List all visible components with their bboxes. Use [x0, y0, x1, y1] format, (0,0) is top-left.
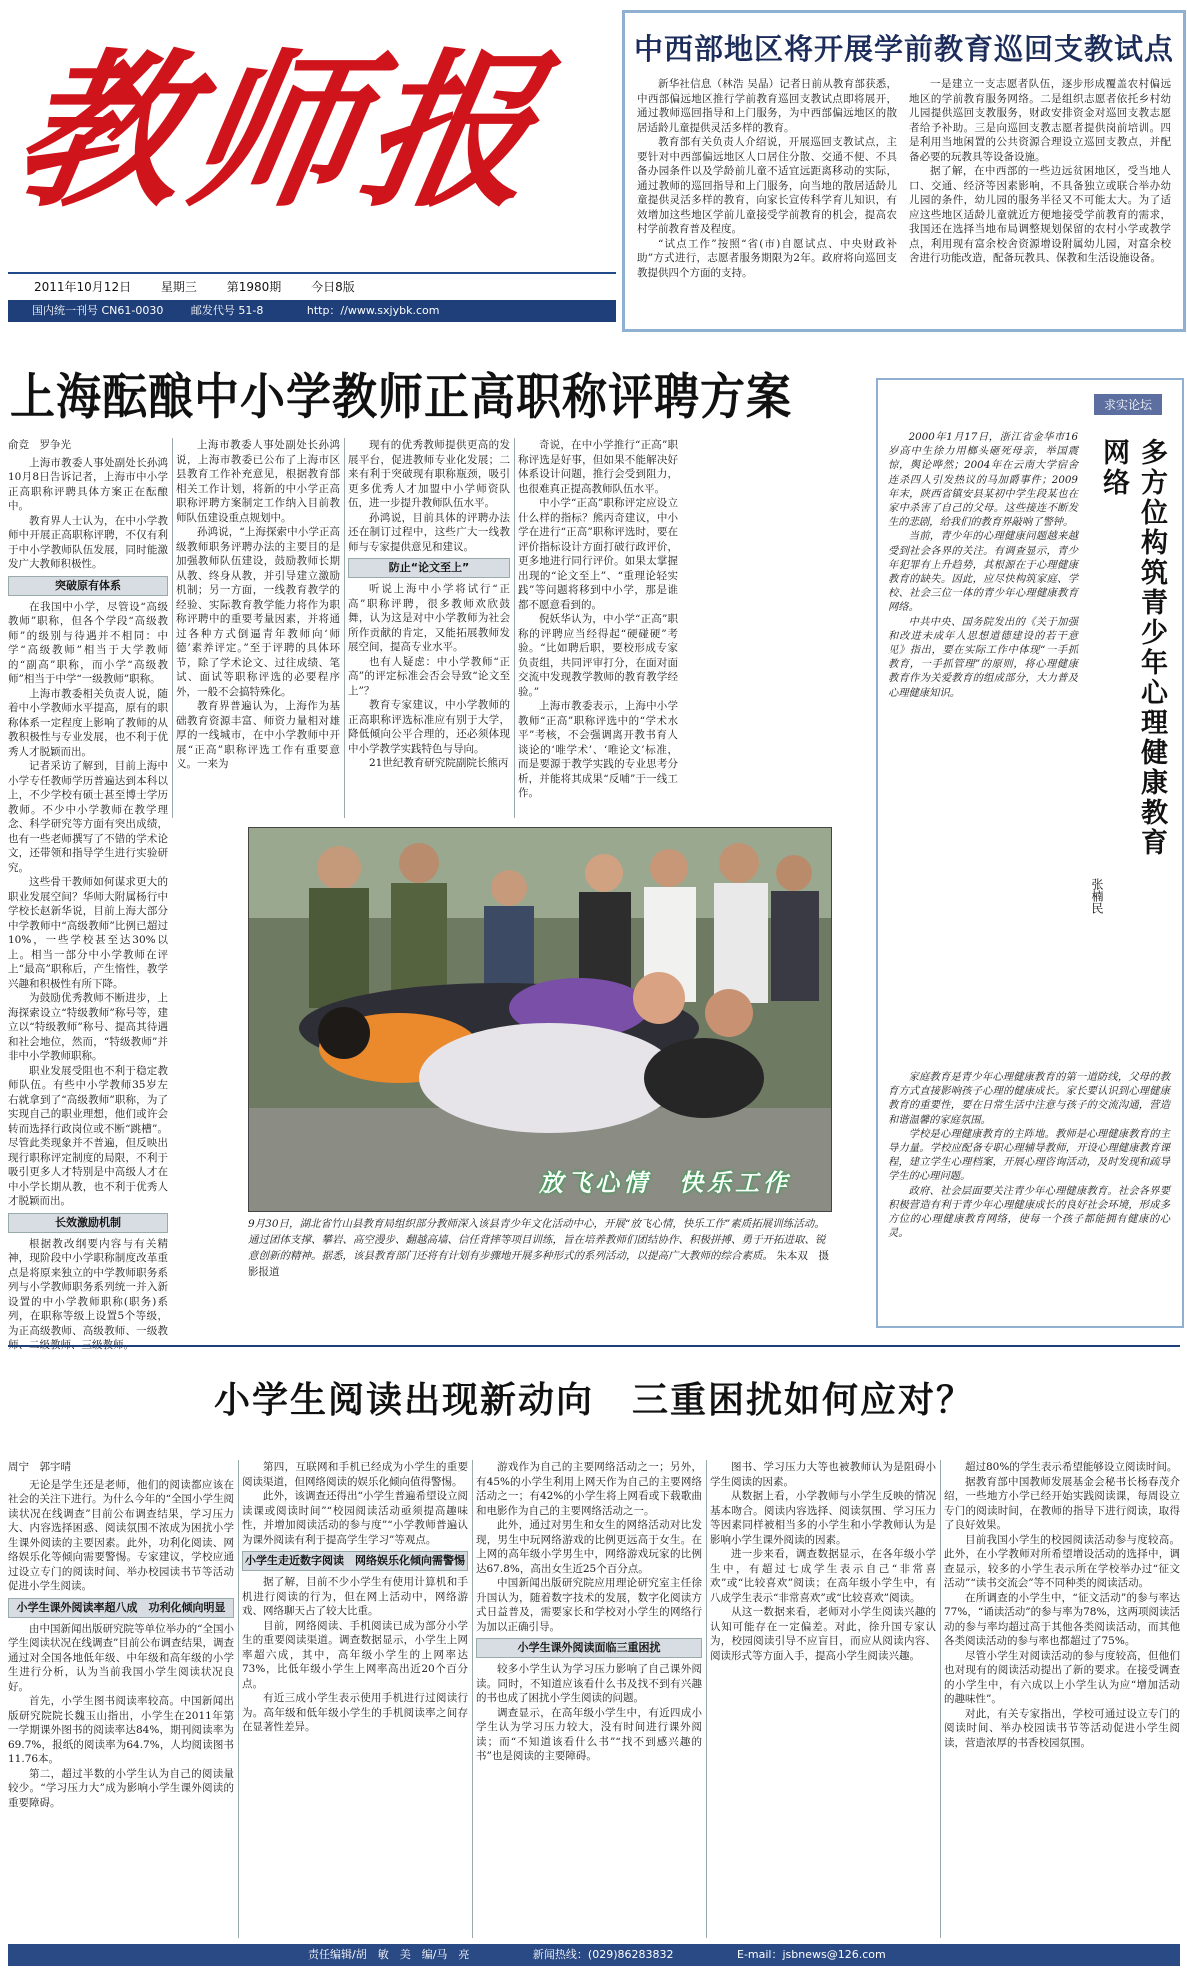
commentary-text-bottom: 家庭教育是青少年心理健康教育的第一道防线，父母的教育方式直接影响孩子心理的健康成长。家长要认识到心理健康教育的重要性，要在日常生活中注意与孩子的交流沟通，营造和谐温馨的家庭氛围。 学校是心理健康教育的主阵地。教师是心理健康教育的主导力量。学校应配备专职心理辅导教师，开设心理健康教育课程，建立学生心理档案，开展心理咨询活动，及时发现和疏导学生的心理问题。 政府、社会层面要关注青少年心理健康教育。社会各界要积极营造有利于青少年心理健康成长的良好社会环境，形成多方位的心理健康教育网络，使每一个孩子都能拥有健康的心灵。 [888, 1071, 1170, 1240]
second-story-col3: 游戏作为自己的主要网络活动之一；另外，有45%的小学生利用上网天作为自己的主要网络活动之一；有42%的小学生将上网看或下载歌曲和电影作为自己的主要网络活动之一。 此外，通过对男生和女生的网络活动对比发现，男生中玩网络游戏的比例更远高于女生。在上网的高年级小学男生中，网络游戏玩家的比例达67.8%，高出女生近25个百分点。 中国新闻出版研究院应用理论研究室主任徐升国认为，随着数字技术的发展，数字化阅读方式日益普及，需要家长和学校对小学生的网络行为加以正确引导。 小学生课外阅读面临三重困扰 较多小学生认为学习压力影响了自己课外阅读。同时，不知道应该看什么书及找不到有兴趣的书也成了困扰小学生阅读的问题。 调查显示，在高年级小学生中，有近四成小学生认为学习压力较大，没有时间进行课外阅读；而“不知道该看什么书”“找不到感兴趣的书”也是阅读的主要障碍。 [476, 1461, 702, 1762]
cn-number: 国内统一刊号 CN61-0030 [32, 304, 164, 317]
issue-date: 2011年10月12日 [34, 280, 132, 294]
masthead-logo [0, 6, 608, 276]
caption-text: 9月30日，湖北省竹山县教育局组织部分教师深入该县青少年文化活动中心，开展“放飞心情，快乐工作”素质拓展训练活动。通过团体支撑、攀岩、高空漫步、翻越高墙、信任背摔等项目训练，旨在培养教师们团结协作、积极拼搏、勇于开拓进取、锐意创新的精神。据悉，该县教育部门还将有计划有步骤地开展多种形式的系列活动，以提高广大教师的综合素质。 [248, 1218, 826, 1262]
commentary-sidebar [876, 378, 1184, 1328]
footer-email[interactable]: E-mail：jsbnews@126.com [737, 1948, 886, 1961]
footer-editors: 责任编辑/胡 敏 美 编/马 亮 [308, 1948, 470, 1961]
top-story-col1: 新华社信息（林浩 吴晶）记者日前从教育部获悉，中西部偏远地区推行学前教育巡回支教试点即将展开，通过教师巡回指导和上门服务，为中西部偏远地区的散居适龄儿童提供灵活多样的教育。 教育部有关负责人介绍说，开展巡回支教试点，主要针对中西部偏远地区人口居住分散、交通不便、不具备办园条件以及学龄前儿童不适宜远距离移动的实际，通过教师的巡回指导和上门服务，向当地的散居适龄儿童提供灵活多样的教育，向家长宣传科学育儿知识，有效增加这些地区学前儿童接受学前教育的机会，提高农村学前教育普及程度。 “试点工作”按照“省(市)自愿试点、中央财政补助”方式进行，志愿者服务期限为2年。政府将向巡回支教提供四个方面的支持。 [637, 78, 897, 279]
second-byline: 周宁 郭宇晴 [8, 1461, 71, 1473]
lead-story-col2: 上海市教委人事处副处长孙鸿说，上海市教委已公布了上海市区县教育工作补充意见，根据教育部相关工作计划，将新的中小学正高职称评聘方案制定工作纳入目前教师队伍建设重点规划中。 孙鸿说，“上海探索中小学正高级教师职务评聘办法的主要目的是加强教师队伍建设，鼓励教师长期从教、终身从教，并引导建立激励机制；另一方面，一线教育教学的经验、实际教育教学能力将作为职称评聘中的重要考量因素，并将通过各种方式倒逼青年教师向‘师德’素养评定。”至于评聘的具体环节，除了学术论文、过往成绩、笔试、面试等职称评选的必要程序外，一般不会搞特殊化。 教育界普遍认为，上海作为基础教育资源丰富、师资力量相对雄厚的一线城市，在中小学教师中开展“正高”职称评选工作有重要意义。一来为 [176, 439, 340, 770]
top-story-col2: 一是建立一支志愿者队伍，逐步形成覆盖农村偏远地区的学前教育服务网络。二是组织志愿者依托乡村幼儿园提供巡回支教服务，财政安排资金对巡回支教志愿者给予补助。三是向巡回支教志愿者提供岗前培训。四是利用当地闲置的公共资源合理设立巡回支教点，并配备必要的玩教具等设备设施。 据了解，在中西部的一些边远贫困地区，受当地人口、交通、经济等因素影响，不具备独立或联合举办幼儿园的条件，幼儿园的服务半径又不可能太大。为了适应这些地区适龄儿童就近方便地接受学前教育的需求，我国还在选择当地布局调整规划保留的农村小学或教学点，利用现有富余校舍资源增设附属幼儿园，对富余校舍进行功能改造，配备玩教具、保教和生活设施设备。 [909, 78, 1171, 264]
lead-story-col3: 现有的优秀教师提供更高的发展平台，促进教师专业化发展；二来有利于突破现有职称瓶颈，吸引更多优秀人才加盟中小学师资队伍，进一步提升教师队伍水平。 孙鸿说，目前具体的评聘办法还在制订过程中，这些广大一线教师与专家提供意见和建议。 防止“论文至上” 听说上海中小学将试行“正高”职称评聘，很多教师欢欣鼓舞，认为这是对中小学教师为社会所作贡献的肯定，又能拓展教师发展空间，提高专业水平。 也有人疑虑：中小学教师“正高”的评定标准会否会导致“论文至上”？ 教育专家建议，中小学教师的正高职称评选标准应有别于大学，降低倾向公平合理的，还必须体现中小学教学实践特色与导向。 21世纪教育研究院副院长熊丙 [348, 439, 510, 769]
photo-illustration [249, 828, 831, 1211]
photo-caption [248, 1216, 830, 1280]
issue-info-row [8, 272, 616, 301]
lead-subhead-3: 防止“论文至上” [348, 558, 510, 578]
issue-weekday: 星期三 [160, 280, 197, 294]
lead-story-col1: 俞竞 罗争光 上海市教委人事处副处长孙鸿10月8日告诉记者，上海市中小学正高职称评聘具体方案正在酝酿中。 教育界人士认为，在中小学教师中开展正高职称评聘，不仅有利于中小学教师队伍发展，同时能激发广大教师积极性。 突破原有体系 在我国中小学，尽管设“高级教师”职称，但各个学段“高级教师”的级别与待遇并不相同：中学“高级教师”相当于大学教师的“副高”职称，而小学“高级教师”相当于中学“一级教师”职称。 上海市教委相关负责人说，随着中小学教师水平提高，原有的职称体系一定程度上影响了教师的从教积极性与专业发展，也不利于优秀人才脱颖而出。 记者采访了解到，目前上海中小学专任教师学历普遍达到本科以上，不少学校有硕士甚至博士学历教师。不少中小学教师在教学理念、科学研究等方面有突出成绩，也有一些老师撰写了不错的学术论文，还带领和指导学生进行实验研究。 这些骨干教师如何谋求更大的职业发展空间？华师大附属杨行中学校长赵新华说，目前上海大部分中学教师中“高级教师”比例已超过10%，一些学校甚至达30%以上。相当一部分中小学教师在评上“最高”职称后，产生惰性，教学兴趣和积极性有所下降。 为鼓励优秀教师不断进步，上海探索设立“特级教师”称号等，建立以“特级教师”称号、提高其待遇和社会地位，然而，“特级教师”并非中小学教师职称。 职业发展受阻也不利于稳定教师队伍。有些中小学教师35岁左右就拿到了“高级教师”职称，为了实现自己的职业理想，他们或许会转而选择行政岗位或不断“跳槽”。尽管此类现象并不普遍，但反映出现行职称评定制度的局限，不利于吸引更多人才特别是中高级人才在中小学长期从教，也不利于优秀人才脱颖而出。 长效激励机制 根据教改纲要内容与有关精神，现阶段中小学职称制度改革重点是将原来独立的中学教师职务系列与小学教师职务系列统一并入新设置的中小学教师职称(职务)系列，在职称等级上设置5个等级，为正高级教师、高级教师、一级教 [8, 439, 168, 1337]
commentary-text: 2000年1月17日，浙江省金华市16岁高中生徐力用榔头砸死母亲，举国震惊，舆论哗然；2004年在云南大学宿舍连杀四人引发热议的马加爵事件；2009年末，陕西省镇安县某初中学生段某也在家中杀害了自己的父母。这些接连不断发生的悲剧，给我们的教育界敲响了警钟。 当前，青少年的心理健康问题越来越受到社会各界的关注。有调查显示，青少年犯罪有上升趋势，其根源在于心理健康教育的缺失。因此，应尽快构筑家庭、学校、社会三位一体的青少年心理健康教育网络。 中共中央、国务院发出的《关于加强和改进未成年人思想道德建设的若干意见》指出，要在实际工作中体现“一手抓教育，一手抓管理”的原则，将心理健康教育作为关爱教育的组成部分，大力普及心理健康知识。 [888, 431, 1078, 699]
second-story-title: 小学生阅读出现新动向 三重困扰如何应对？ [213, 1380, 974, 1421]
photo-credit: 朱本双 摄影报道 [248, 1250, 829, 1278]
second-subhead-3: 小学生课外阅读面临三重困扰 [476, 1638, 702, 1658]
commentary-title: 多方位构筑青少年心理健康教育网络 [1098, 438, 1167, 858]
photo-slogan: 放飞心情 快乐工作 [539, 1168, 791, 1197]
second-subhead-1: 小学生课外阅读率超八成 功利化倾向明显 [8, 1598, 234, 1618]
column-rule [514, 438, 515, 818]
second-story-col4: 图书、学习压力大等也被教师认为是阻碍小学生阅读的因素。 从数据上看，小学教师与小学生反映的情况基本吻合。阅读内容选择、阅读氛围、学习压力等因素同样被相当多的小学生和小学教师认为是影响小学生课外阅读的因素。 进一步来看，调查数据显示，在各年级小学生中，有超过七成学生表示自己“非常喜欢”或“比较喜欢”阅读；在高年级小学生中，有八成学生表示“非常喜欢”或“比较喜欢”阅读。 从这一数据来看，老师对小学生阅读兴趣的认知可能存在一定偏差。对此，徐升国专家认为，校园阅读引导不应盲目，而应从阅读内容、阅读形式等方面入手，提高小学生阅读兴趣。 [710, 1461, 936, 1662]
column-rule [706, 1460, 707, 1938]
publication-info-row [8, 300, 616, 322]
issue-number: 第1980期 [226, 280, 282, 294]
second-story-col2: 第四，互联网和手机已经成为小学生的重要阅读渠道，但网络阅读的娱乐化倾向值得警惕。 此外，该调查还得出“小学生普遍希望设立阅读课或阅读时间”“校园阅读活动亟须提高趣味性，并增加阅读活动的参与度”“小学教师普遍认为课外阅读有利于提高学生学习”等观点。 小学生走近数字阅读 网络娱乐化倾向需警惕 据了解，目前不少小学生有使用计算机和手机进行阅读的行为，但在网上活动中，网络游戏、网络聊天占了较大比重。 目前，网络阅读、手机阅读已成为部分小学生的重要阅读渠道。调查数据显示，小学生上网率超六成，其中，高年级小学生的上网率达73%，比低年级小学生上网率高出近20个百分点。 有近三成小学生表示使用手机进行过阅读行为。高年级和低年级小学生的手机阅读率之间存在显著性差异。 [242, 1461, 468, 1733]
second-story-col1: 周宁 郭宇晴 无论是学生还是老师，他们的阅读都应该在社会的关注下进行。为什么今年的“全国小学生阅读状况在线调查”目前公布调查结果，学习压力大、内容选择困惑、阅读氛围不浓成为困扰小学生课外阅读的主要因素。此外，功利化阅读、网络娱乐化等倾向需要警惕。专家建议，学校应通过设立专门的阅读时间、举办校园读书节等活动促进小学生阅读。 小学生课外阅读率超八成 功利化倾向明显 由中国新闻出版研究院等单位举办的“全国小学生阅读状况在线调查”目前公布调查结果，调查通过对全国各地低年级、中年级和高年级的小学生进行分析，认为当前我国小学生阅读状况良好。 首先，小学生图书阅读率较高。中国新闻出版研究院院长魏玉山指出，小学生在2011年第一学期课外图书的阅读率达84%，期刊阅读率为69.7%，报纸的阅读率为64.7%，人均阅读图书11.76本。 第二，超过半数的小学生认为自己的阅读量较少。“学习压力大”成为影响小学生课外阅读的重要障碍。 [8, 1461, 234, 1809]
lead-story-col4: 奇说，在中小学推行“正高”职称评选是好事，但如果不能解决好体系设计问题，推行会受到阻力，也很难真正提高教师队伍水平。 中小学“正高”职称评定应设立什么样的指标？熊丙奇建议，中小学在进行“正高”职称评选时，要在评价指标设计方面打破行政评价，更多地进行同行评价。如果太掌握出现的“论文至上”、“重理论轻实践”等问题将移到中小学，那是谁都不愿意看到的。 倪妖华认为，中小学“正高”职称的评聘应当经得起“硬碰硬”考验。“比如聘后职，要校形成专家负责组，共同评审打分，在面对面交流中发现教学教师的教育教学经验。” 上海市教委表示，上海中小学教师“正高”职称评选中的“学术水平”考核，不会强调离开教书育人谈论的‘唯学术’、‘唯论文’标准，而是要源于教学实践的专业思考分析，并能将其成果“反哺”于一线工作。 [518, 439, 678, 799]
commentary-author: 张楠民 [1090, 878, 1104, 914]
column-tag: 求实论坛 [1094, 394, 1162, 415]
news-photo [248, 827, 832, 1212]
page-footer [8, 1944, 1180, 1966]
logo-text: 教师报 [0, 32, 558, 230]
post-code: 邮发代号 51-8 [190, 304, 264, 317]
lead-subhead-1: 突破原有体系 [8, 576, 168, 596]
top-story-title: 中西部地区将开展学前教育巡回支教试点 [633, 32, 1174, 66]
lead-subhead-2: 长效激励机制 [8, 1213, 168, 1233]
masthead-info [8, 272, 616, 326]
column-rule [344, 438, 345, 818]
column-rule [238, 1460, 239, 1938]
section-divider [8, 1345, 1180, 1347]
column-rule [172, 438, 173, 818]
lead-story-title: 上海酝酿中小学教师正高职称评聘方案 [10, 368, 793, 426]
second-subhead-2: 小学生走近数字阅读 网络娱乐化倾向需警惕 [242, 1551, 468, 1571]
footer-hotline: 新闻热线：(029)86283832 [532, 1948, 674, 1961]
top-story [622, 10, 1186, 332]
issue-pages: 今日8版 [311, 280, 355, 294]
column-rule [472, 1460, 473, 1938]
website-link[interactable]: http：//www.sxjybk.com [306, 304, 440, 317]
column-rule [940, 1460, 941, 1938]
second-story-col5: 超过80%的学生表示希望能够设立阅读时间。 据教育部中国教师发展基金会秘书长杨春茂介绍，一些地方小学已经开始实践阅读课，每周设立专门的阅读时间，在教师的指导下进行阅读，取得了良好效果。 目前我国小学生的校园阅读活动参与度较高。此外，在小学教师对所希望增设活动的选择中，调查显示，较多的小学生表示所在学校举办过“征文活动”“读书交流会”等不同种类的阅读活动。 在所调查的小学生中，“征文活动”的参与率达77%，“诵读活动”的参与率为78%，这两项阅读活动的参与率均超过高于其他各类阅读活动，而其他各类阅读活动的参与率也都超过了75%。 尽管小学生对阅读活动的参与度较高，但他们也对现有的阅读活动提出了新的要求。在接受调查的小学生中，有六成以上小学生认为应“增加活动的趣味性”。 对此，有关专家指出，学校可通过设立专门的阅读时间、举办校园读书节等活动促进小学生阅读，营造浓厚的书香校园氛围。 [944, 1461, 1180, 1749]
lead-byline: 俞竞 罗争光 [8, 439, 71, 451]
